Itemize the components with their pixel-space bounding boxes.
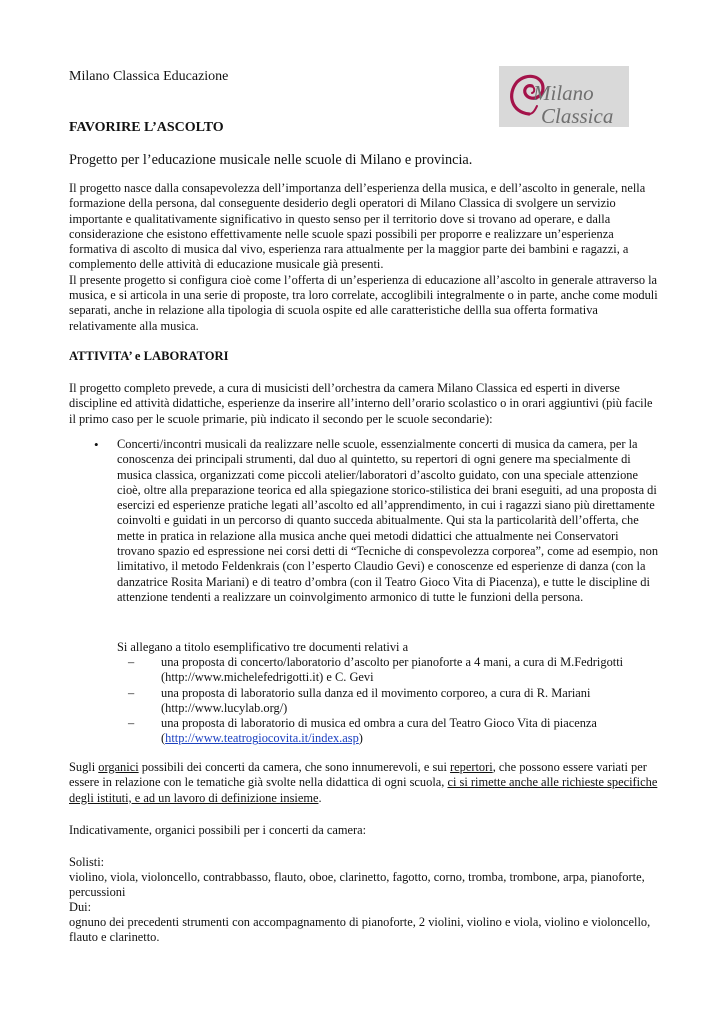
document-item-text: una proposta di concerto/laboratorio d’ascolto per pianoforte a 4 mani, a cura di M.Fedrigotti (http://www.michelefedrigotti.it) e C. Gevi — [161, 655, 624, 685]
document-item-text: una proposta di laboratorio sulla danza ed il movimento corporeo, a cura di R. Mariani (http://www.lucylab.org/) — [161, 685, 591, 715]
organici-paragraph — [69, 760, 659, 806]
solisti-list: violino, viola, violoncello, contrabbasso, flauto, oboe, clarinetto, fagotto, corno, tromba, trombone, arpa, pianoforte, percussioni — [69, 870, 645, 900]
bullet-paragraph: Concerti/incontri musicali da realizzare nelle scuole, essenzialmente concerti di musica da camera, per la conoscenza dei principali strumenti, dal duo al quintetto, su repertori di ogni genere ma specialmente di musica classica, organizzati come piccoli atelier/laboratori d’ascolto guidato, con una speciale attenzione cioè, oltre alla preparazione teorica ed alla spiegazione storico-stilistica dei brani eseguiti, ad una proposta di esercizi ed esperienze pratiche legati all’ascolto ed all’apprendimento, in cui i ragazzi siano più direttamente coinvolti e guidati in un percorso di quanto succeda abitualmente. Qui sta la particolarità dell’offerta, che mette in pratica in relazione alla musica anche quei metodi didattici che attualmente nei Conservatori trovano spazio ed espressione nei corsi detti di “Tecniche di conspevolezza corporea”, come ad esempio, non limitativo, il metodo Feldenkrais (con l’esperto Claudio Gevi) e conoscenze ed esperienze di danza (con la danzatrice Rosita Mariani) e di teatro d’ombra (con il Teatro Gioco Vita di Piacenza), e tutte le discipline di attenzione tendenti a realizzare un coinvolgimento armonico di tutte le funzioni della persona. — [117, 437, 659, 604]
organici-underlined: repertori — [450, 760, 493, 774]
list-item — [117, 686, 659, 717]
dui-label: Dui: — [69, 900, 92, 914]
paren-open: ( — [161, 731, 166, 746]
organization-name: Milano Classica Educazione — [69, 69, 229, 84]
intro-paragraph: Il progetto nasce dalla consapevolezza dell’importanza dell’esperienza della musica, e dell’ascolto in generale, nella formazione della persona, dal conseguente desiderio degli operatori di Milano Classica di svolgere un servizio importante e qualitativamente significativo in questo senso per il territorio dove si trovano ad operare, e dalla considerazione che esistono effettivamente nelle scuole spazi possibili per proporre e realizzare un’esperienza formativa di ascolto di musica dal vivo, esperienza rara attualmente per la maggior parte dei bambini e ragazzi, a complemento delle attività di educazione musicale già presenti. — [69, 181, 646, 272]
overview-paragraph: Il progetto completo prevede, a cura di musicisti dell’orchestra da camera Milano Classica ed esperti in diverse discipline ed attività didattiche, esperienze da inserire all’interno dell’orario scolastico o in orari aggiuntivi (più facile il primo caso per le scuole primarie, più indicato il secondo per le scuole secondarie): — [69, 381, 653, 426]
dash-icon: – — [128, 655, 135, 669]
indicative-line: Indicativamente, organici possibili per i concerti da camera: — [69, 823, 367, 837]
documents-intro: Si allegano a titolo esemplificativo tre documenti relativi a — [117, 640, 409, 654]
organici-underlined: ci si rimette anche alle richieste specifiche degli istituti, e ad un lavoro di definizione insieme — [69, 775, 658, 805]
bullet-icon: • — [94, 437, 99, 452]
dash-icon: – — [128, 716, 135, 731]
intro-section — [69, 181, 659, 334]
milano-classica-logo — [499, 66, 629, 127]
document-subtitle: Progetto per l’educazione musicale nelle scuole di Milano e provincia. — [69, 152, 473, 168]
paren-close: ) — [358, 731, 363, 746]
list-item — [117, 655, 659, 686]
organici-text: . — [318, 790, 322, 805]
organici-text: , che possono essere variati per essere in relazione con le tematiche già svolte nella didattica di ogni scuola, — [69, 760, 647, 790]
organici-underlined: organici — [98, 760, 139, 774]
teatro-link[interactable]: http://www.teatrogiocovita.it/index.asp — [165, 731, 359, 746]
documents-list — [117, 655, 659, 747]
dui-list: ognuno dei precedenti strumenti con accompagnamento di pianoforte, 2 violini, violino e viola, violino e violoncello, flauto e clarinetto. — [69, 915, 651, 945]
logo-word-classica: Classica — [541, 104, 614, 127]
list-item — [117, 716, 659, 747]
organici-text: possibili dei concerti da camera, che sono innumerevoli, e sui — [138, 760, 451, 774]
dash-icon: – — [128, 685, 135, 700]
organici-text: Sugli — [69, 760, 99, 774]
section-heading: ATTIVITA’ e LABORATORI — [69, 349, 229, 363]
document-item-text: una proposta di laboratorio di musica ed ombra a cura del Teatro Gioco Vita di piacenza — [161, 716, 597, 731]
document-title: FAVORIRE L’ASCOLTO — [69, 120, 224, 135]
solisti-label: Solisti: — [69, 855, 105, 869]
logo-word-milano: Milano — [533, 81, 594, 105]
intro-paragraph: Il presente progetto si configura cioè come l’offerta di un’esperienza di educazione all’ascolto in generale attraverso la musica, e si articola in una serie di proposte, tra loro correlate, accoglibili integralmente o in parte, anche come moduli separati, anche in relazione alla tipologia di scuola ospite ed alle caratteristiche dellla sua offerta formativa relativamente alla musica. — [69, 272, 658, 333]
